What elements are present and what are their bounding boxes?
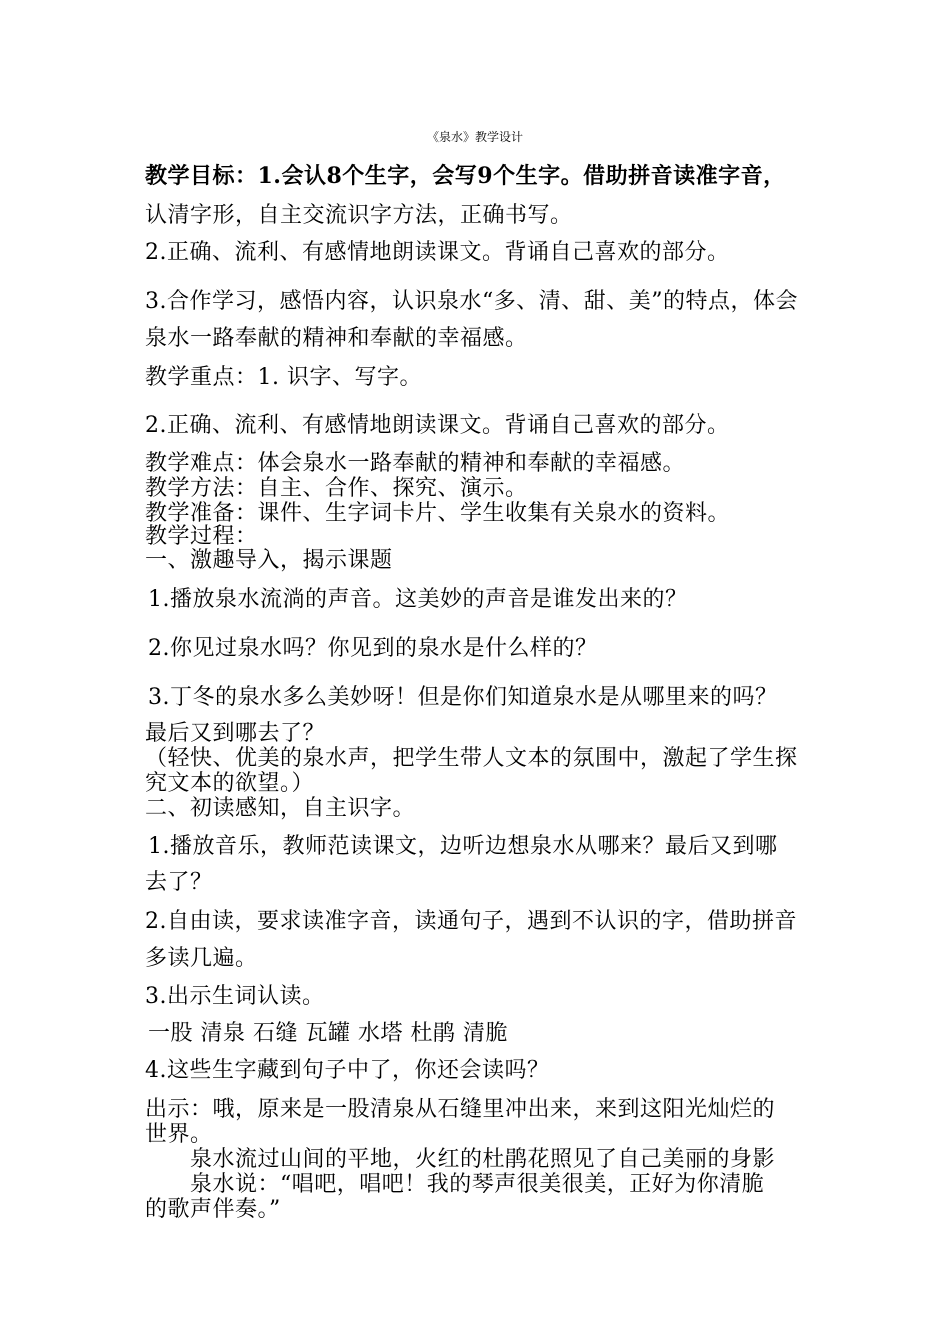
section-2-item-1: 1.播放音乐，教师范读课文，边听边想泉水从哪来？最后又到哪 <box>148 834 778 859</box>
key-point-line-2: 2.正确、流利、有感情地朗读课文。背诵自己喜欢的部分。 <box>145 413 730 438</box>
process-heading: 教学过程： <box>145 524 258 549</box>
method-line: 教学方法：自主、合作、探究、演示。 <box>145 476 528 501</box>
section-2-heading: 二、初读感知，自主识字。 <box>145 796 416 821</box>
section-1-item-1: 1.播放泉水流淌的声音。这美妙的声音是谁发出来的？ <box>148 587 688 612</box>
section-2-item-4: 4.这些生字藏到句子中了，你还会读吗？ <box>145 1058 550 1083</box>
section-1-heading: 一、激趣导入，揭示课题 <box>145 548 393 573</box>
key-point-line-1: 教学重点：1. 识字、写字。 <box>145 365 422 390</box>
section-1-item-2: 2.你见过泉水吗？你见到的泉水是什么样的？ <box>148 636 598 661</box>
difficulty-line: 教学难点：体会泉水一路奉献的精神和奉献的幸福感。 <box>145 451 686 476</box>
section-2-item-2-cont: 多读几遍。 <box>145 946 258 971</box>
teaching-goal-line-3: 2.正确、流利、有感情地朗读课文。背诵自己喜欢的部分。 <box>145 240 730 265</box>
teaching-goal-line-5: 泉水一路奉献的精神和奉献的幸福感。 <box>145 326 528 351</box>
preparation-line: 教学准备：课件、生字词卡片、学生收集有关泉水的资料。 <box>145 501 731 526</box>
section-2-item-3: 3.出示生词认读。 <box>145 984 325 1009</box>
section-1-note-1: （轻快、优美的泉水声，把学生带人文本的氛围中，激起了学生探 <box>145 746 798 771</box>
document-title: 《泉水》教学设计 <box>426 130 523 144</box>
example-sentence-1-cont: 世界。 <box>145 1122 213 1147</box>
section-2-item-1-cont: 去了？ <box>145 870 213 895</box>
example-sentence-1: 出示：哦，原来是一股清泉从石缝里冲出来，来到这阳光灿烂的 <box>145 1097 776 1122</box>
example-sentence-2: 泉水流过山间的平地，火红的杜鹃花照见了自己美丽的身影 <box>190 1147 776 1172</box>
teaching-goal-line-1: 教学目标：1.会认8个生字，会写9个生字。借助拼音读准字音， <box>145 163 786 189</box>
teaching-goal-line-2: 认清字形，自主交流识字方法，正确书写。 <box>145 203 573 228</box>
teaching-goal-line-4: 3.合作学习，感悟内容，认识泉水“多、清、甜、美”的特点，体会 <box>145 289 798 314</box>
example-sentence-3: 泉水说：“唱吧，唱吧！我的琴声很美很美，正好为你清脆 <box>190 1172 765 1197</box>
section-2-item-2: 2.自由读，要求读准字音，读通句子，遇到不认识的字，借助拼音 <box>145 909 797 934</box>
example-sentence-3-cont: 的歌声伴奏。” <box>145 1197 281 1222</box>
section-1-note-2: 究文本的欲望。） <box>145 771 315 796</box>
vocabulary-line: 一股 清泉 石缝 瓦罐 水塔 杜鹃 清脆 <box>148 1021 508 1046</box>
section-1-item-3-cont: 最后又到哪去了？ <box>145 721 326 746</box>
section-1-item-3: 3.丁冬的泉水多么美妙呀！但是你们知道泉水是从哪里来的吗？ <box>148 685 778 710</box>
